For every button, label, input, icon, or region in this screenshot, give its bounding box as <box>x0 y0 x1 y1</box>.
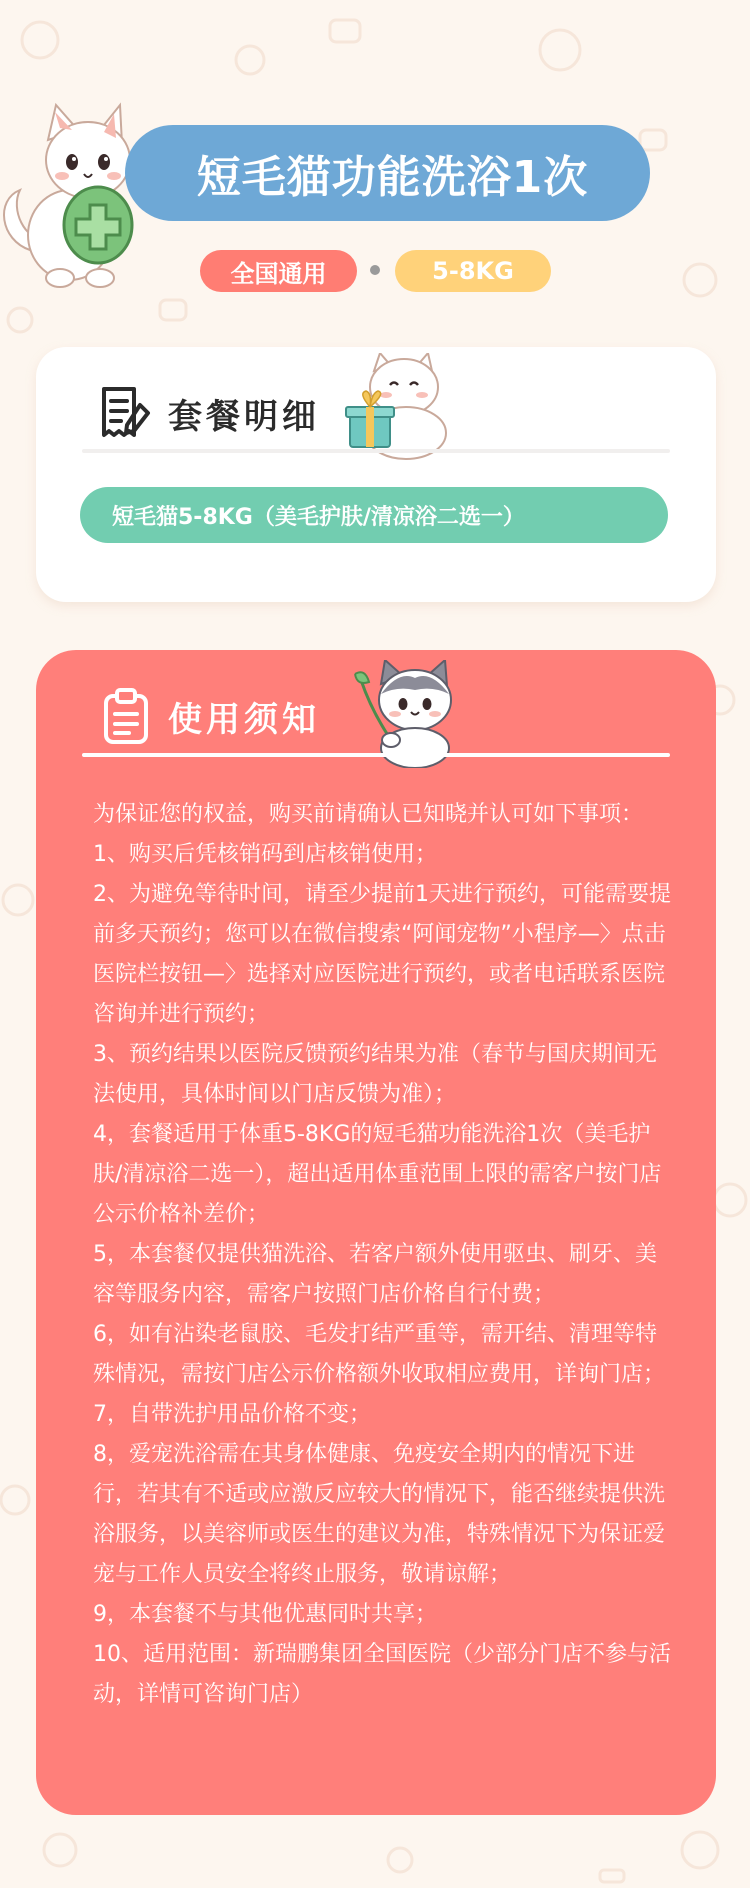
clipboard-icon <box>96 686 156 746</box>
cat-holding-leaf-icon <box>341 660 466 768</box>
notice-divider <box>82 753 670 757</box>
notice-item-3: 3、预约结果以医院反馈预约结果为准（春节与国庆期间无法使用，具体时间以门店反馈为准）； <box>93 1042 657 1107</box>
notice-item-9: 9，本套餐不与其他优惠同时共享； <box>93 1602 437 1627</box>
package-item: 短毛猫5-8KG（美毛护肤/清凉浴二选一） <box>80 487 668 543</box>
notice-item-7: 7，自带洗护用品价格不变； <box>93 1402 371 1427</box>
region-tag: 全国通用 <box>200 250 357 292</box>
notice-section-title: 使用须知 <box>168 699 320 740</box>
notice-item-5: 5，本套餐仅提供猫洗浴、若客户额外使用驱虫、刷牙、美容等服务内容，需客户按照门店价格自行付费； <box>93 1242 657 1307</box>
weight-tag: 5-8KG <box>395 250 551 292</box>
notice-text <box>93 795 675 1715</box>
cat-mascot-icon <box>0 100 140 290</box>
page-title: 短毛猫功能洗浴1次 <box>196 152 589 203</box>
receipt-pen-icon <box>96 383 156 443</box>
notice-item-8: 8，爱宠洗浴需在其身体健康、免疫安全期内的情况下进行，若其有不适或应激反应较大的情况下，能否继续提供洗浴服务，以美容师或医生的建议为准，特殊情况下为保证爱宠与工作人员安全将终止服务，敬请谅解； <box>93 1442 666 1587</box>
notice-item-1: 1、购买后凭核销码到店核销使用； <box>93 842 437 867</box>
title-banner <box>125 125 650 221</box>
notice-item-4: 4，套餐适用于体重5-8KG的短毛猫功能洗浴1次（美毛护肤/清凉浴二选一），超出适用体重范围上限的需客户按门店公示价格补差价； <box>93 1122 662 1227</box>
notice-intro: 为保证您的权益，购买前请确认已知晓并认可如下事项： <box>93 802 644 827</box>
tag-separator-dot <box>370 265 380 275</box>
package-section-header <box>96 383 320 443</box>
package-detail-card <box>36 347 716 602</box>
notice-item-10: 10、适用范围：新瑞鹏集团全国医院（少部分门店不参与活动，详情可咨询门店） <box>93 1642 671 1707</box>
notice-card <box>36 650 716 1815</box>
package-section-title: 套餐明细 <box>168 396 320 437</box>
notice-item-2: 2、为避免等待时间，请至少提前1天进行预约，可能需要提前多天预约；您可以在微信搜索“阿闻宠物”小程序—〉点击医院栏按钮—〉选择对应医院进行预约，或者电话联系医院咨询并进行预约； <box>93 882 671 1027</box>
notice-section-header <box>96 686 320 746</box>
notice-item-6: 6，如有沾染老鼠胶、毛发打结严重等，需开结、清理等特殊情况，需按门店公示价格额外收取相应费用，详询门店； <box>93 1322 666 1387</box>
gift-cat-icon <box>336 353 456 461</box>
package-divider <box>82 449 670 453</box>
